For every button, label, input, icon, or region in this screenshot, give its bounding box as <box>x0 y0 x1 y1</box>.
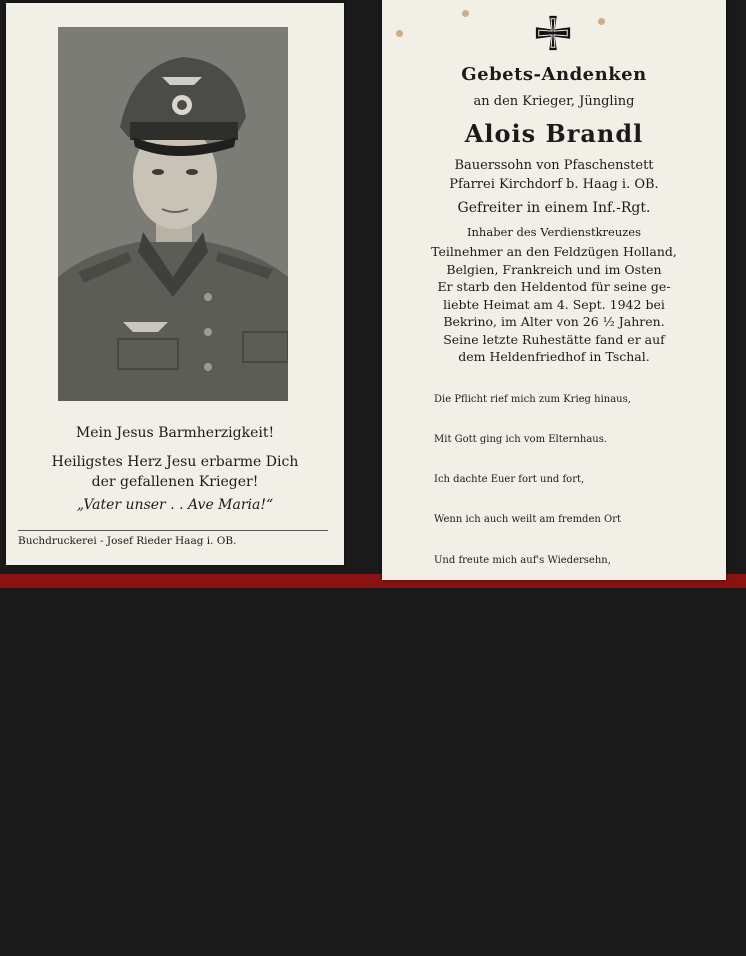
card-title: Gebets-Andenken <box>461 64 647 85</box>
deceased-name: Alois Brandl <box>464 119 644 148</box>
age-spot <box>598 18 605 25</box>
bio-line: Teilnehmer an den Feldzügen Holland, <box>431 244 677 259</box>
poem-line: Und hat von hier mich abgeholt. <box>434 675 599 687</box>
prayer-line-2 <box>6 452 344 492</box>
bio-line: Belgien, Frankreich und im Osten <box>446 261 662 277</box>
printer-credit: Buchdruckerei - Josef Rieder Haag i. OB. <box>18 530 328 547</box>
poem-line: Die Pflicht rief mich zum Krieg hinaus, <box>434 393 631 405</box>
age-spot <box>462 10 469 17</box>
memorial-poem <box>434 366 714 956</box>
poem-line: Mit Gott ging ich vom Elternhaus. <box>434 434 608 446</box>
poem-line: Und bin in Gottes Vaterhaus. <box>434 755 581 767</box>
bio-line: Bekrino, im Alter von 26 ½ Jahren. <box>443 314 665 329</box>
age-spot <box>396 30 403 37</box>
iron-cross-icon <box>534 14 572 52</box>
prayer-line-2a: Heiligstes Herz Jesu erbarme Dich <box>51 454 299 470</box>
card-subtitle: an den Krieger, Jüngling <box>473 94 635 109</box>
poem-line: Was Gott tut, das ist wohlgetan. <box>434 916 597 928</box>
biography <box>382 243 726 366</box>
bio-line: dem Heldenfriedhof in Tschal. <box>458 349 650 364</box>
poem-line: Doch anders hat's der Herr gewollt, <box>434 635 617 647</box>
poem-line: Und bin von jeder Sorg befreit. <box>434 836 593 848</box>
poem-line: Drum tröstet, lb. Eltern u. Geschwister Euch daran, <box>434 876 698 888</box>
poem-line: Und freute mich auf's Wiedersehn, <box>434 554 611 566</box>
left-card <box>6 3 344 565</box>
bio-line: Seine letzte Ruhestätte fand er auf <box>443 331 665 347</box>
rank-line: Gefreiter in einem Inf.-Rgt. <box>457 200 651 216</box>
bio-line: liebte Heimat am 4. Sept. 1942 bei <box>443 296 665 312</box>
prayer-line-3: „Vater unser . . Ave Maria!“ <box>76 497 274 513</box>
poem-line: Wenn ich auch weilt am fremden Ort <box>434 514 621 526</box>
prayer-line-2b: der gefallenen Krieger! <box>91 474 259 490</box>
right-card <box>382 0 726 928</box>
poem-line: Ich dachte Euer fort und fort, <box>434 474 585 486</box>
parish-line: Pfarrei Kirchdorf b. Haag i. OB. <box>449 177 659 192</box>
origin-line: Bauerssohn von Pfaschenstett <box>454 158 654 173</box>
poem-line: Weiß nichts von Krieg und Erdenleid <box>434 796 621 807</box>
poem-line: Nun ruh' in fremder Erd' mich aus, <box>434 715 613 727</box>
soldier-portrait-image <box>58 27 288 401</box>
soldier-photo <box>58 27 288 401</box>
bio-line: Er starb den Heldentod für seine ge- <box>437 279 671 294</box>
prayer-line-1: Mein Jesus Barmherzigkeit! <box>75 425 275 441</box>
poem-line: Wenn Krieg und Sturm zu Ende gehn. <box>434 594 627 606</box>
decoration-line: Inhaber des Verdienstkreuzes <box>466 225 642 239</box>
